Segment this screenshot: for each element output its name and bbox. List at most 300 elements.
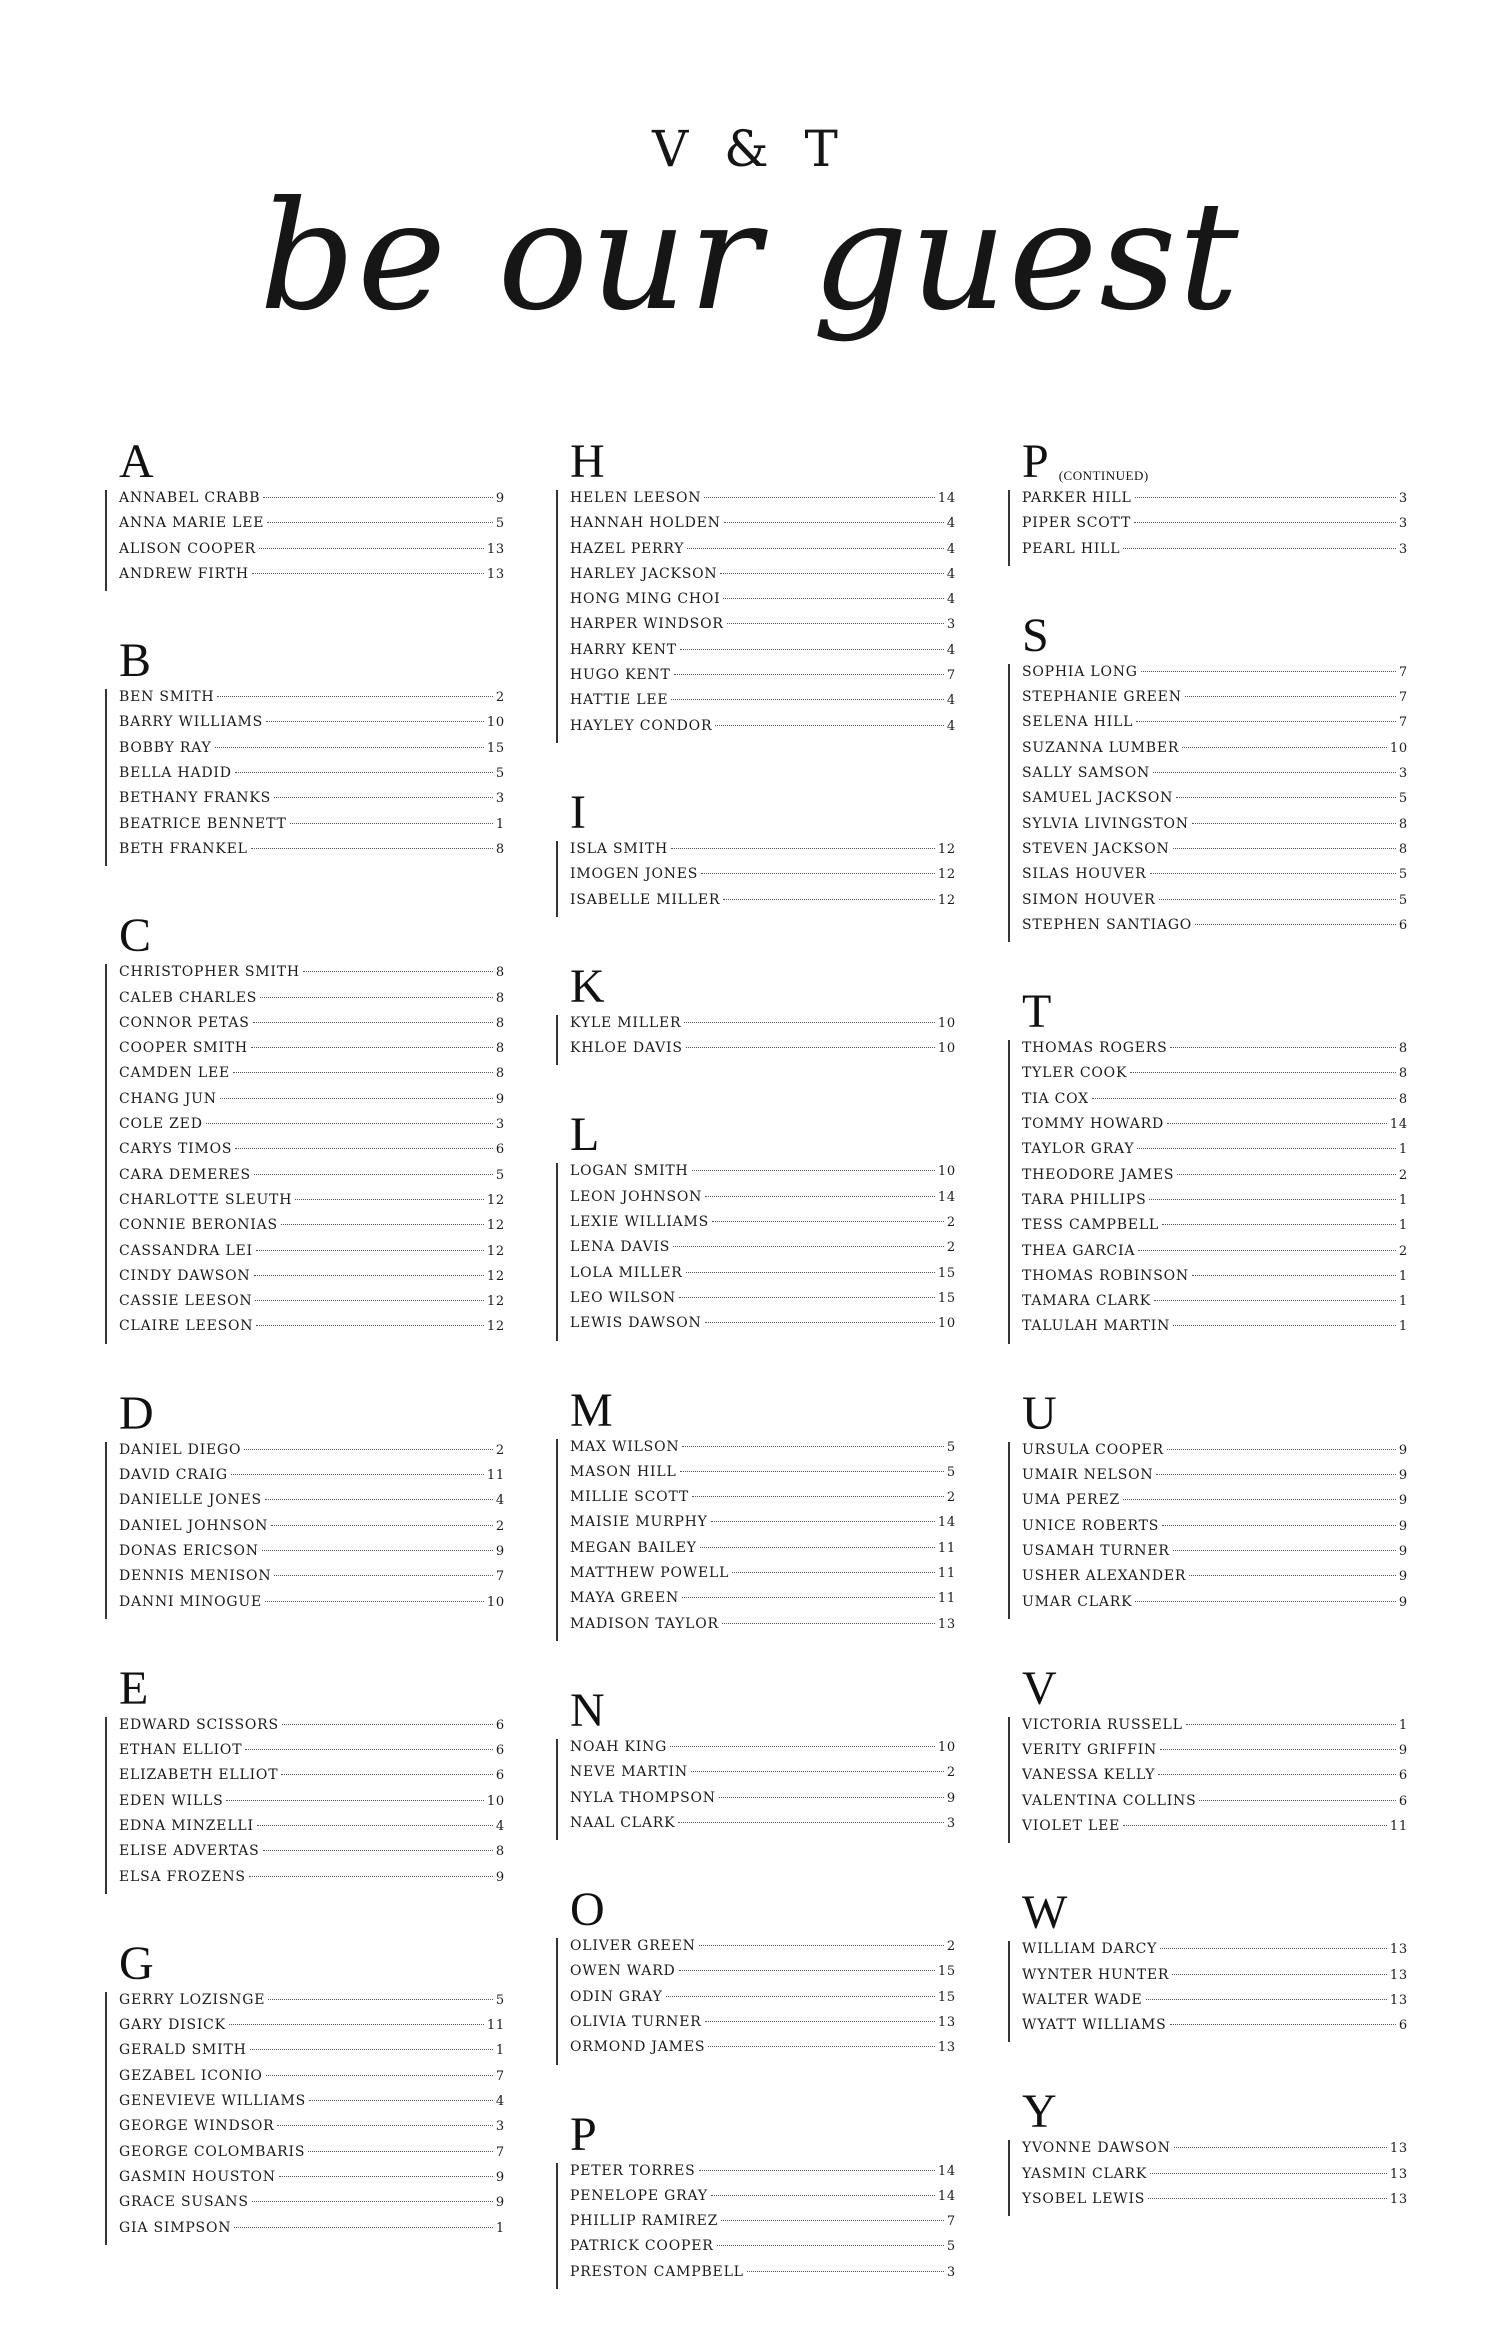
guest-row — [570, 2238, 956, 2263]
table-number: 3 — [495, 1117, 505, 1133]
guest-row — [119, 964, 505, 989]
guest-list — [105, 490, 505, 591]
guest-row — [570, 1764, 956, 1789]
dot-leader — [1159, 899, 1396, 900]
table-number: 5 — [1398, 892, 1408, 908]
guest-name: GARY DISICK — [119, 2017, 226, 2034]
guest-name: LENA DAVIS — [570, 1239, 671, 1256]
dot-leader — [281, 1774, 493, 1775]
dot-leader — [692, 1496, 944, 1497]
section-letter — [105, 1386, 505, 1440]
letter-section — [105, 909, 505, 1343]
guest-name: KYLE MILLER — [570, 1014, 682, 1031]
guest-name: BETH FRANKEL — [119, 840, 248, 857]
dot-leader — [720, 573, 943, 574]
guest-list — [1008, 1442, 1408, 1619]
dot-leader — [700, 1547, 935, 1548]
section-letter — [556, 1683, 956, 1737]
table-number: 7 — [1398, 715, 1408, 731]
dot-leader — [1134, 522, 1396, 523]
dot-leader — [1167, 1123, 1387, 1124]
dot-leader — [1162, 1224, 1396, 1225]
guest-row — [570, 1989, 956, 2014]
guest-row — [119, 1293, 505, 1318]
guest-row — [119, 1518, 505, 1543]
dot-leader — [231, 1474, 484, 1475]
guest-row — [1022, 1818, 1408, 1843]
section-letter-text: P — [570, 2107, 597, 2161]
guest-row — [119, 1742, 505, 1767]
table-number: 2 — [946, 1765, 956, 1781]
dot-leader — [1177, 1174, 1396, 1175]
dot-leader — [1136, 721, 1396, 722]
table-number: 7 — [946, 668, 956, 684]
guest-name: SELENA HILL — [1022, 714, 1134, 731]
guest-name: COOPER SMITH — [119, 1040, 248, 1057]
guest-name: GEZABEL ICONIO — [119, 2067, 263, 2084]
guest-name: EDWARD SCISSORS — [119, 1716, 279, 1733]
dot-leader — [256, 1250, 484, 1251]
guest-name: BELLA HADID — [119, 765, 232, 782]
guest-name: CONNOR PETAS — [119, 1014, 250, 1031]
guest-name: CARA DEMERES — [119, 1166, 251, 1183]
guest-row — [119, 2194, 505, 2219]
guest-row — [119, 1065, 505, 1090]
guest-row — [119, 1192, 505, 1217]
guest-row — [119, 1217, 505, 1242]
table-number: 2 — [495, 690, 505, 706]
dot-leader — [259, 548, 484, 549]
seating-column-2 — [556, 435, 956, 2335]
table-number: 12 — [486, 1192, 505, 1208]
guest-name: NEVE MARTIN — [570, 1764, 688, 1781]
guest-row — [570, 1616, 956, 1641]
table-number: 7 — [1398, 690, 1408, 706]
table-number: 8 — [495, 1844, 505, 1860]
dot-leader — [262, 1550, 493, 1551]
section-letter-text: B — [119, 634, 152, 688]
dot-leader — [1137, 1148, 1395, 1149]
table-number: 4 — [495, 1493, 505, 1509]
letter-section — [1008, 1661, 1408, 1843]
table-number: 4 — [946, 693, 956, 709]
guest-name: BEATRICE BENNETT — [119, 815, 287, 832]
guest-name: DANIEL JOHNSON — [119, 1517, 269, 1534]
guest-row — [1022, 2140, 1408, 2165]
guest-row — [119, 2144, 505, 2169]
guest-list — [556, 490, 956, 743]
guest-list — [1008, 664, 1408, 942]
guest-name: ANNABEL CRABB — [119, 490, 261, 506]
table-number: 12 — [937, 867, 956, 883]
guest-name: CONNIE BERONIAS — [119, 1217, 278, 1234]
guest-name: COLE ZED — [119, 1116, 203, 1133]
guest-row — [1022, 841, 1408, 866]
guest-name: WALTER WADE — [1022, 1991, 1143, 2008]
guest-row — [570, 1590, 956, 1615]
guest-list — [1008, 1717, 1408, 1843]
guest-name: HARLEY JACKSON — [570, 565, 718, 582]
guest-row — [1022, 1442, 1408, 1467]
table-number: 9 — [495, 2195, 505, 2211]
dot-leader — [309, 2100, 493, 2101]
guest-name: PENELOPE GRAY — [570, 2187, 708, 2204]
guest-row — [570, 2213, 956, 2238]
guest-row — [119, 1818, 505, 1843]
table-number: 7 — [946, 2214, 956, 2230]
guest-name: GEORGE WINDSOR — [119, 2118, 275, 2135]
guest-name: SAMUEL JACKSON — [1022, 790, 1174, 807]
dot-leader — [727, 623, 944, 624]
table-number: 11 — [1389, 1818, 1408, 1834]
table-number: 14 — [937, 2188, 956, 2204]
guest-name: KHLOE DAVIS — [570, 1040, 683, 1057]
guest-name: HAYLEY CONDOR — [570, 717, 713, 734]
guest-row — [570, 2163, 956, 2188]
table-number: 15 — [937, 1989, 956, 2005]
guest-row — [1022, 892, 1408, 917]
table-number: 5 — [495, 1992, 505, 2008]
guest-list — [1008, 2140, 1408, 2216]
dot-leader — [1123, 548, 1396, 549]
guest-row — [119, 990, 505, 1015]
guest-list — [1008, 1040, 1408, 1344]
guest-name: MAX WILSON — [570, 1438, 680, 1455]
guest-name: HANNAH HOLDEN — [570, 515, 721, 532]
dot-leader — [687, 548, 944, 549]
table-number: 12 — [486, 1218, 505, 1234]
table-number: 13 — [1389, 1942, 1408, 1958]
guest-name: CARYS TIMOS — [119, 1141, 233, 1158]
table-number: 11 — [486, 1468, 505, 1484]
guest-row — [119, 1594, 505, 1619]
table-number: 6 — [495, 1743, 505, 1759]
table-number: 12 — [937, 892, 956, 908]
section-letter — [105, 909, 505, 963]
dot-leader — [712, 1221, 944, 1222]
guest-name: USAMAH TURNER — [1022, 1542, 1170, 1559]
table-number: 12 — [937, 841, 956, 857]
letter-section — [1008, 1386, 1408, 1619]
guest-name: HARPER WINDSOR — [570, 616, 724, 633]
table-number: 9 — [1398, 1493, 1408, 1509]
section-letter — [1008, 435, 1408, 488]
guest-name: STEVEN JACKSON — [1022, 840, 1170, 857]
table-number: 14 — [1389, 1117, 1408, 1133]
guest-row — [1022, 790, 1408, 815]
table-number: 8 — [495, 841, 505, 857]
section-letter-text: W — [1022, 1886, 1068, 1940]
guest-list — [556, 1938, 956, 2064]
guest-name: ETHAN ELLIOT — [119, 1742, 243, 1759]
table-number: 12 — [486, 1268, 505, 1284]
dot-leader — [1174, 2147, 1387, 2148]
dot-leader — [229, 2024, 484, 2025]
dot-leader — [274, 797, 493, 798]
table-number: 10 — [937, 1041, 956, 1057]
guest-name: YVONNE DAWSON — [1022, 2140, 1171, 2157]
table-number: 10 — [937, 1739, 956, 1755]
guest-row — [1022, 2017, 1408, 2042]
page-title: be our guest — [259, 170, 1241, 344]
dot-leader — [721, 2220, 944, 2221]
guest-row — [1022, 490, 1408, 515]
table-number: 5 — [946, 2239, 956, 2255]
table-number: 13 — [937, 2040, 956, 2056]
table-number: 9 — [1398, 1518, 1408, 1534]
section-letter-text: N — [570, 1683, 605, 1737]
table-number: 1 — [1398, 1294, 1408, 1310]
guest-row — [570, 1464, 956, 1489]
table-number: 15 — [937, 1964, 956, 1980]
guest-name: CHARLOTTE SLEUTH — [119, 1191, 293, 1208]
guest-row — [1022, 1967, 1408, 1992]
guest-row — [119, 790, 505, 815]
guest-row — [1022, 866, 1408, 891]
dot-leader — [1167, 1449, 1396, 1450]
dot-leader — [268, 1999, 493, 2000]
guest-row — [119, 1568, 505, 1593]
dot-leader — [705, 1322, 935, 1323]
dot-leader — [295, 1199, 484, 1200]
guest-row — [1022, 1040, 1408, 1065]
guest-row — [1022, 664, 1408, 689]
table-number: 9 — [1398, 1543, 1408, 1559]
dot-leader — [686, 1272, 935, 1273]
guest-name: CHANG JUN — [119, 1090, 217, 1107]
guest-name: UMA PEREZ — [1022, 1492, 1121, 1509]
table-number: 2 — [946, 1215, 956, 1231]
guest-name: TESS CAMPBELL — [1022, 1217, 1160, 1234]
dot-leader — [684, 1022, 935, 1023]
guest-row — [570, 2264, 956, 2289]
continued-note: (CONTINUED) — [1058, 468, 1149, 483]
guest-row — [1022, 1192, 1408, 1217]
dot-leader — [1148, 2198, 1387, 2199]
table-number: 1 — [1398, 1717, 1408, 1733]
guest-row — [119, 1492, 505, 1517]
guest-row — [119, 765, 505, 790]
table-number: 1 — [1398, 1268, 1408, 1284]
seating-column-3 — [1008, 435, 1408, 2262]
couple-monogram: V & T — [652, 120, 848, 178]
letter-section — [105, 435, 505, 591]
dot-leader — [1173, 848, 1396, 849]
guest-row — [570, 515, 956, 540]
dot-leader — [704, 497, 935, 498]
section-letter — [105, 634, 505, 688]
section-letter — [556, 1108, 956, 1162]
dot-leader — [215, 747, 484, 748]
guest-row — [570, 1214, 956, 1239]
table-number: 6 — [1398, 1768, 1408, 1784]
table-number: 11 — [937, 1591, 956, 1607]
table-number: 3 — [1398, 541, 1408, 557]
guest-name: PEARL HILL — [1022, 540, 1121, 557]
section-letter-text: Y — [1022, 2085, 1057, 2139]
dot-leader — [1158, 1774, 1396, 1775]
table-number: 3 — [1398, 516, 1408, 532]
table-number: 2 — [946, 1240, 956, 1256]
table-number: 10 — [1389, 740, 1408, 756]
guest-name: THEODORE JAMES — [1022, 1166, 1175, 1183]
guest-row — [1022, 1492, 1408, 1517]
letter-section — [556, 959, 956, 1066]
letter-section — [556, 435, 956, 743]
guest-name: GIA SIMPSON — [119, 2219, 232, 2236]
table-number: 4 — [946, 642, 956, 658]
guest-row — [119, 2093, 505, 2118]
dot-leader — [1135, 1601, 1396, 1602]
dot-leader — [691, 1771, 944, 1772]
guest-name: LEXIE WILLIAMS — [570, 1214, 709, 1231]
guest-row — [1022, 1467, 1408, 1492]
table-number: 9 — [495, 491, 505, 506]
dot-leader — [679, 1297, 935, 1298]
table-number: 2 — [495, 1518, 505, 1534]
table-number: 8 — [495, 1015, 505, 1031]
dot-leader — [705, 2021, 935, 2022]
guest-name: OLIVIA TURNER — [570, 2013, 702, 2030]
section-letter-text: O — [570, 1883, 605, 1937]
guest-list — [105, 1992, 505, 2245]
guest-row — [1022, 1941, 1408, 1966]
dot-leader — [673, 1246, 944, 1247]
dot-leader — [1150, 2173, 1387, 2174]
section-letter-text: V — [1022, 1661, 1057, 1715]
guest-name: ANDREW FIRTH — [119, 565, 249, 582]
guest-row — [570, 1540, 956, 1565]
guest-name: BARRY WILLIAMS — [119, 714, 264, 731]
table-number: 2 — [1398, 1167, 1408, 1183]
table-number: 13 — [486, 541, 505, 557]
guest-row — [119, 1167, 505, 1192]
dot-leader — [705, 1196, 935, 1197]
guest-name: YASMIN CLARK — [1022, 2165, 1148, 2182]
guest-name: EDEN WILLS — [119, 1792, 224, 1809]
guest-row — [119, 2220, 505, 2245]
guest-row — [570, 541, 956, 566]
guest-row — [570, 616, 956, 641]
table-number: 10 — [486, 1793, 505, 1809]
guest-name: MATTHEW POWELL — [570, 1565, 730, 1582]
guest-row — [119, 1717, 505, 1742]
guest-row — [1022, 1568, 1408, 1593]
guest-name: DONAS ERICSON — [119, 1542, 259, 1559]
dot-leader — [267, 522, 493, 523]
table-number: 1 — [1398, 1319, 1408, 1335]
guest-row — [119, 2169, 505, 2194]
guest-name: VERITY GRIFFIN — [1022, 1742, 1158, 1759]
guest-name: VANESSA KELLY — [1022, 1767, 1156, 1784]
table-number: 3 — [946, 617, 956, 633]
letter-section — [1008, 608, 1408, 942]
section-letter-text: K — [570, 959, 605, 1013]
table-number: 9 — [1398, 1743, 1408, 1759]
guest-row — [1022, 1543, 1408, 1568]
guest-name: PETER TORRES — [570, 2162, 696, 2179]
guest-row — [1022, 765, 1408, 790]
table-number: 1 — [495, 2043, 505, 2059]
table-number: 8 — [1398, 1091, 1408, 1107]
dot-leader — [1185, 696, 1396, 697]
guest-name: THOMAS ROBINSON — [1022, 1267, 1189, 1284]
guest-name: MADISON TAYLOR — [570, 1615, 719, 1632]
dot-leader — [1130, 1072, 1396, 1073]
table-number: 9 — [946, 1790, 956, 1806]
dot-leader — [256, 1325, 484, 1326]
guest-name: PATRICK COOPER — [570, 2238, 714, 2255]
dot-leader — [686, 1047, 935, 1048]
table-number: 14 — [937, 1515, 956, 1531]
dot-leader — [271, 1525, 493, 1526]
guest-name: HONG MING CHOI — [570, 591, 721, 608]
table-number: 6 — [495, 1717, 505, 1733]
guest-name: DENNIS MENISON — [119, 1568, 272, 1585]
letter-section — [105, 1386, 505, 1619]
dot-leader — [719, 1797, 944, 1798]
section-letter — [1008, 1386, 1408, 1440]
table-number: 2 — [946, 1490, 956, 1506]
dot-leader — [1153, 772, 1396, 773]
table-number: 4 — [495, 2094, 505, 2110]
table-number: 1 — [495, 816, 505, 832]
dot-leader — [1160, 1749, 1396, 1750]
table-number: 9 — [495, 1869, 505, 1885]
section-letter-text: P — [1022, 435, 1049, 488]
table-number: 12 — [486, 1319, 505, 1335]
guest-name: IMOGEN JONES — [570, 866, 699, 883]
dot-leader — [682, 1597, 935, 1598]
guest-row — [570, 1189, 956, 1214]
table-number: 9 — [1398, 1442, 1408, 1458]
section-letter-text: U — [1022, 1386, 1057, 1440]
guest-row — [1022, 541, 1408, 566]
guest-row — [119, 1843, 505, 1868]
table-number: 10 — [937, 1316, 956, 1332]
table-number: 3 — [1398, 491, 1408, 506]
dot-leader — [254, 1174, 493, 1175]
guest-row — [570, 1163, 956, 1188]
section-letter — [556, 1883, 956, 1937]
letter-section — [1008, 435, 1408, 566]
table-number: 5 — [1398, 791, 1408, 807]
guest-row — [570, 2039, 956, 2064]
guest-row — [1022, 1717, 1408, 1742]
dot-leader — [1138, 1250, 1396, 1251]
table-number: 13 — [1389, 2192, 1408, 2208]
guest-name: HELEN LEESON — [570, 490, 702, 506]
table-number: 8 — [1398, 816, 1408, 832]
section-letter-text: H — [570, 435, 605, 488]
dot-leader — [715, 725, 944, 726]
letter-section — [556, 1108, 956, 1340]
table-number: 6 — [1398, 917, 1408, 933]
section-letter — [1008, 1661, 1408, 1715]
guest-list — [556, 2163, 956, 2289]
guest-row — [119, 740, 505, 765]
dot-leader — [290, 823, 493, 824]
table-number: 3 — [495, 791, 505, 807]
guest-row — [570, 2014, 956, 2039]
table-number: 10 — [486, 1594, 505, 1610]
dot-leader — [226, 1800, 483, 1801]
section-letter-text: T — [1022, 985, 1052, 1039]
guest-name: MASON HILL — [570, 1463, 677, 1480]
guest-list — [105, 689, 505, 866]
dot-leader — [1160, 1948, 1387, 1949]
guest-row — [1022, 1141, 1408, 1166]
